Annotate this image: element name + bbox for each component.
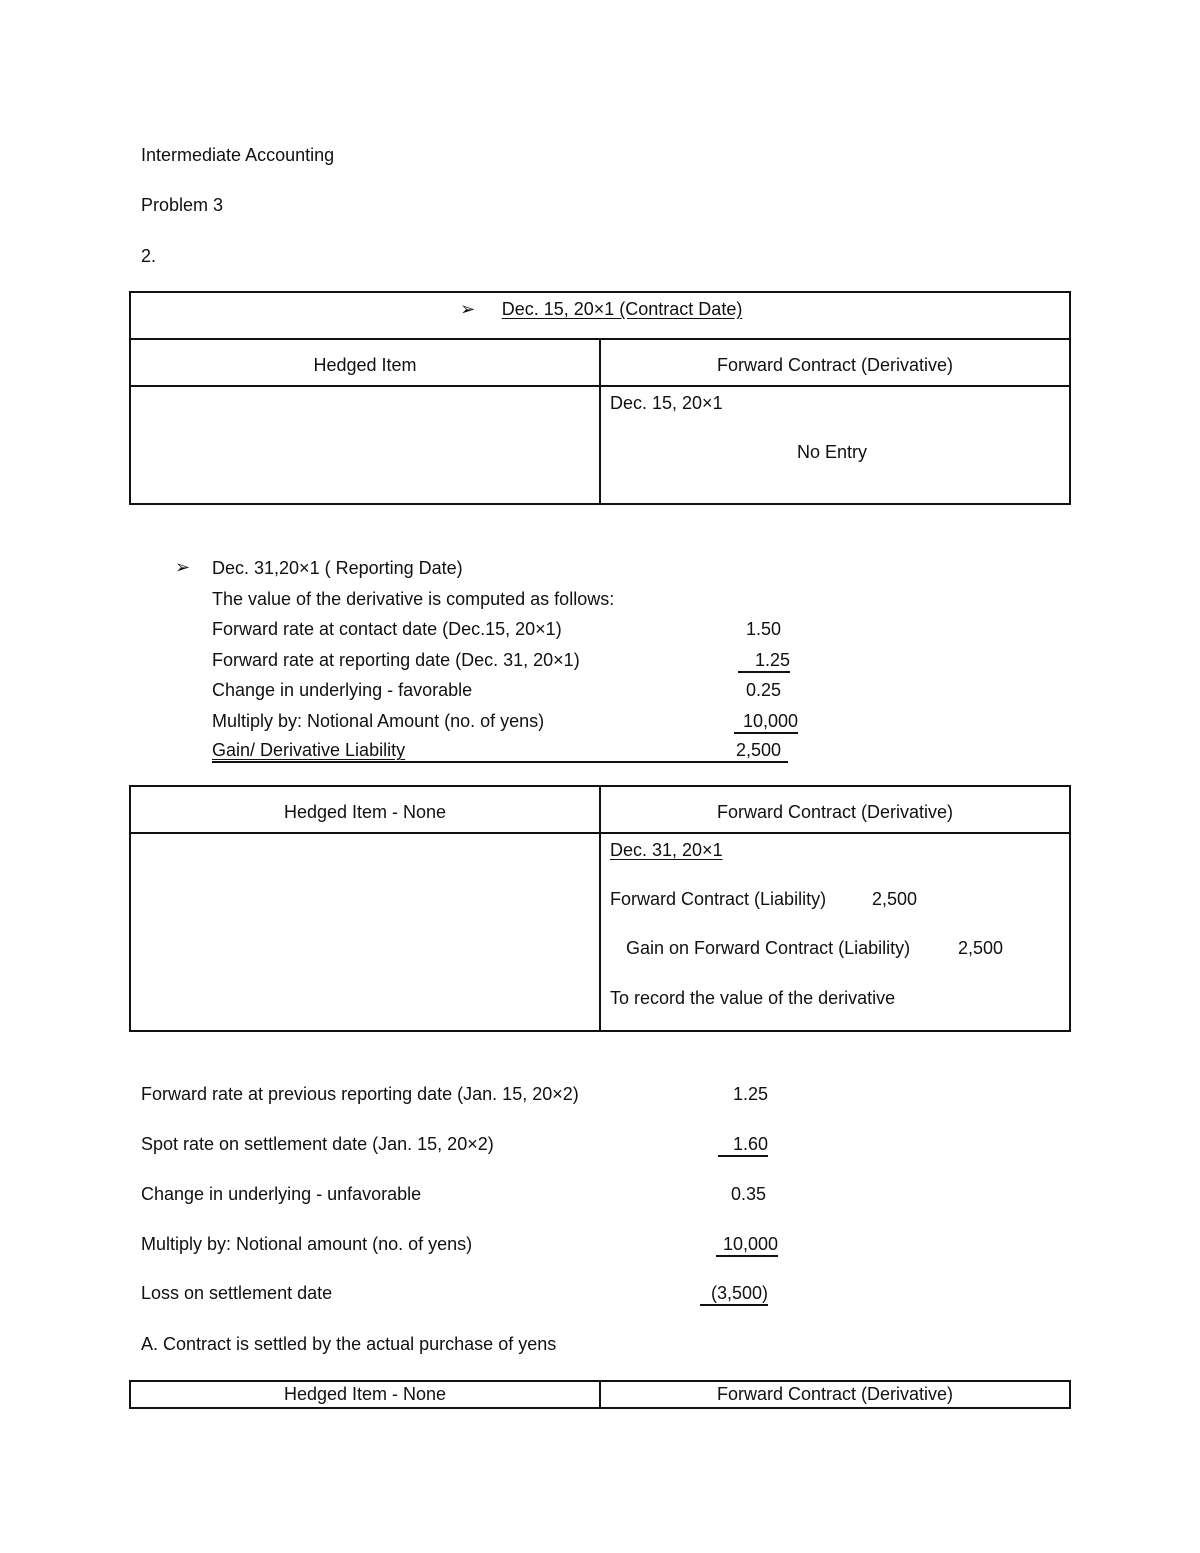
hedged-item-cell: [130, 833, 600, 1031]
hedged-item-cell: [130, 386, 600, 504]
contract-date-table: [129, 291, 1071, 505]
credit-amount: 2,500: [958, 938, 1004, 958]
forward-contract-header: Forward Contract (Derivative): [600, 786, 1070, 833]
forward-contract-header: Forward Contract (Derivative): [600, 1381, 1070, 1408]
computation-label: Forward rate at reporting date (Dec. 31, 20×1): [212, 650, 580, 670]
reporting-intro: The value of the derivative is computed as follows:: [212, 589, 615, 609]
settlement-value: 1.25: [733, 1084, 769, 1104]
forward-contract-header: Forward Contract (Derivative): [600, 339, 1070, 386]
settlement-label: Forward rate at previous reporting date (Jan. 15, 20×2): [141, 1084, 579, 1104]
debit-amount: 2,500: [872, 889, 918, 909]
computation-value: 0.25: [746, 680, 782, 700]
arrow-bullet-icon: ➢: [460, 299, 476, 319]
forward-contract-cell: [600, 833, 1070, 1031]
no-entry-text: No Entry: [797, 442, 868, 462]
reporting-date-table: [129, 785, 1071, 1032]
settlement-label: Spot rate on settlement date (Jan. 15, 20×2): [141, 1134, 494, 1154]
computation-label: Gain/ Derivative Liability: [212, 740, 406, 760]
hedged-item-header: Hedged Item - None: [130, 1381, 600, 1408]
computation-label: Forward rate at contact date (Dec.15, 20×1): [212, 619, 562, 639]
settlement-value: (3,500): [700, 1283, 768, 1306]
contract-date-title: Dec. 15, 20×1 (Contract Date): [501, 299, 743, 319]
settlement-label: Change in underlying - unfavorable: [141, 1184, 422, 1204]
computation-value: 1.25: [738, 650, 790, 673]
contract-date-title-cell: [130, 292, 1070, 339]
hedged-item-header: Hedged Item: [130, 339, 600, 386]
course-title: Intermediate Accounting: [141, 145, 335, 165]
entry-date: Dec. 31, 20×1: [610, 840, 723, 860]
arrow-bullet-icon: ➢: [175, 557, 191, 577]
settlement-value: 0.35: [731, 1184, 767, 1204]
settlement-label: Multiply by: Notional amount (no. of yens): [141, 1234, 473, 1254]
item-number: 2.: [141, 246, 157, 266]
settlement-value: 10,000: [716, 1234, 778, 1257]
computation-value: 2,500: [736, 740, 782, 760]
computation-label: Multiply by: Notional Amount (no. of yens): [212, 711, 545, 731]
computation-value: 10,000: [734, 711, 798, 734]
hedged-item-header: Hedged Item - None: [130, 786, 600, 833]
settlement-value: 1.60: [718, 1134, 768, 1157]
credit-account: Gain on Forward Contract (Liability): [626, 938, 911, 958]
debit-account: Forward Contract (Liability): [610, 889, 827, 909]
entry-explanation: To record the value of the derivative: [610, 988, 896, 1008]
case-a-heading: A. Contract is settled by the actual purchase of yens: [141, 1334, 557, 1354]
computation-value: 1.50: [746, 619, 782, 639]
settlement-table: [129, 1380, 1071, 1409]
forward-contract-cell: [600, 386, 1070, 504]
problem-title: Problem 3: [141, 195, 224, 215]
computation-label: Change in underlying - favorable: [212, 680, 473, 700]
entry-date: Dec. 15, 20×1: [610, 393, 723, 413]
settlement-label: Loss on settlement date: [141, 1283, 333, 1303]
reporting-heading: Dec. 31,20×1 ( Reporting Date): [212, 558, 463, 578]
